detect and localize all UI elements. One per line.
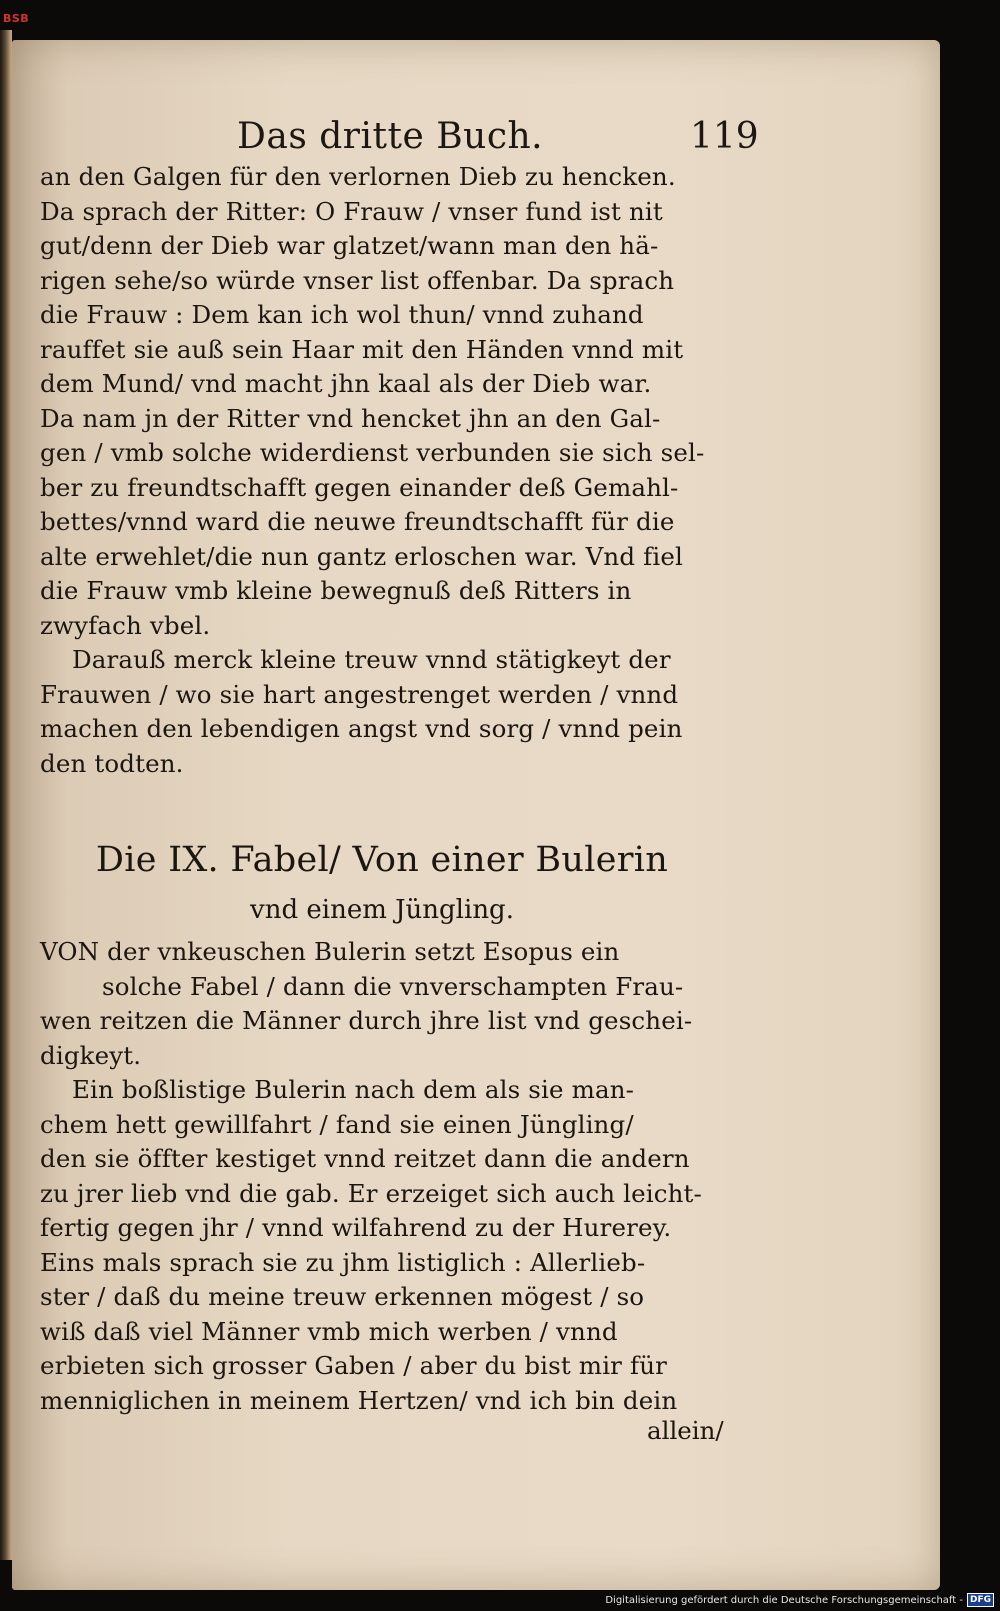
text-line: Da nam jn der Ritter vnd hencket jhn an den Gal- [40, 403, 661, 433]
text-line: den sie öffter kestiget vnnd reitzet dann die andern [40, 1144, 690, 1173]
text-block-bottom [40, 935, 760, 1418]
text-block-top [40, 160, 760, 781]
book-page [12, 40, 940, 1590]
text-line: die Frauw : Dem kan ich wol thun/ vnnd zuhand [40, 300, 644, 329]
text-line: gut/denn der Dieb war glatzet/wann man den hä- [40, 231, 659, 260]
text-line: dem Mund/ vnd macht jhn kaal als der Dieb war. [40, 369, 652, 398]
fable-subtitle: vnd einem Jüngling. [250, 895, 514, 925]
text-line: erbieten sich grosser Gaben / aber du bist mir für [40, 1351, 667, 1380]
text-line: solche Fabel / dann die vnverschampten Frau- [102, 971, 684, 1001]
text-line: ber zu freundtschafft gegen einander deß Gemahl- [40, 472, 679, 502]
book-spine-edge [0, 30, 12, 1560]
page-number: 119 [690, 116, 759, 157]
text-line: wiß daß viel Männer vmb mich werben / vnnd [40, 1316, 618, 1346]
text-line: die Frauw vmb kleine bewegnuß deß Ritters in [40, 576, 632, 605]
running-head: Das dritte Buch. [237, 116, 544, 157]
text-line: zu jrer lieb vnd die gab. Er erzeiget sich auch leicht- [40, 1178, 702, 1208]
text-line: rauffet sie auß sein Haar mit den Händen vnnd mit [40, 334, 684, 364]
text-line: chem hett gewillfahrt / fand sie einen Jüngling/ [40, 1109, 634, 1139]
text-line: alte erwehlet/die nun gantz erloschen war. Vnd fiel [40, 541, 683, 571]
text-line: machen den lebendigen angst vnd sorg / vnnd pein [40, 714, 683, 743]
text-line: Eins mals sprach sie zu jhm listiglich : Allerlieb- [40, 1247, 646, 1277]
text-line: zwyfach vbel. [40, 610, 211, 640]
text-line: ster / daß du meine treuw erkennen mögest / so [40, 1282, 645, 1311]
text-line: bettes/vnnd ward die neuwe freundtschafft für die [40, 507, 675, 536]
text-line: menniglichen in meinem Hertzen/ vnd ich bin dein [40, 1385, 678, 1415]
text-line: wen reitzen die Männer durch jhre list vnd geschei- [40, 1006, 693, 1035]
text-line: den todten. [40, 748, 184, 778]
text-line: an den Galgen für den verlornen Dieb zu hencken. [40, 162, 676, 191]
catchword: allein/ [647, 1416, 724, 1445]
text-line: digkeyt. [40, 1040, 142, 1070]
text-line: Frauwen / wo sie hart angestrenget werden / vnnd [40, 679, 679, 709]
scan-background [940, 40, 1000, 1590]
text-line: Ein boßlistige Bulerin nach dem als sie man- [72, 1075, 635, 1104]
text-line-initial: VON der vnkeuschen Bulerin setzt Esopus ein [40, 937, 620, 966]
text-line: Da sprach der Ritter: O Frauw / vnser fund ist nit [40, 196, 663, 226]
digitization-footer [605, 1591, 994, 1609]
text-line: Darauß merck kleine treuw vnnd stätigkeyt der [72, 645, 671, 674]
text-line: fertig gegen jhr / vnnd wilfahrend zu der Hurerey. [40, 1213, 672, 1242]
text-line: gen / vmb solche widerdienst verbunden sie sich sel- [40, 438, 705, 467]
dfg-logo[interactable]: DFG [967, 1593, 994, 1607]
footer-credit: Digitalisierung gefördert durch die Deutsche Forschungsgemeinschaft - [605, 1594, 963, 1606]
text-line: rigen sehe/so würde vnser list offenbar. Da sprach [40, 265, 675, 295]
library-mark: BSB [3, 12, 30, 25]
fable-title: Die IX. Fabel/ Von einer Bulerin [95, 840, 669, 880]
